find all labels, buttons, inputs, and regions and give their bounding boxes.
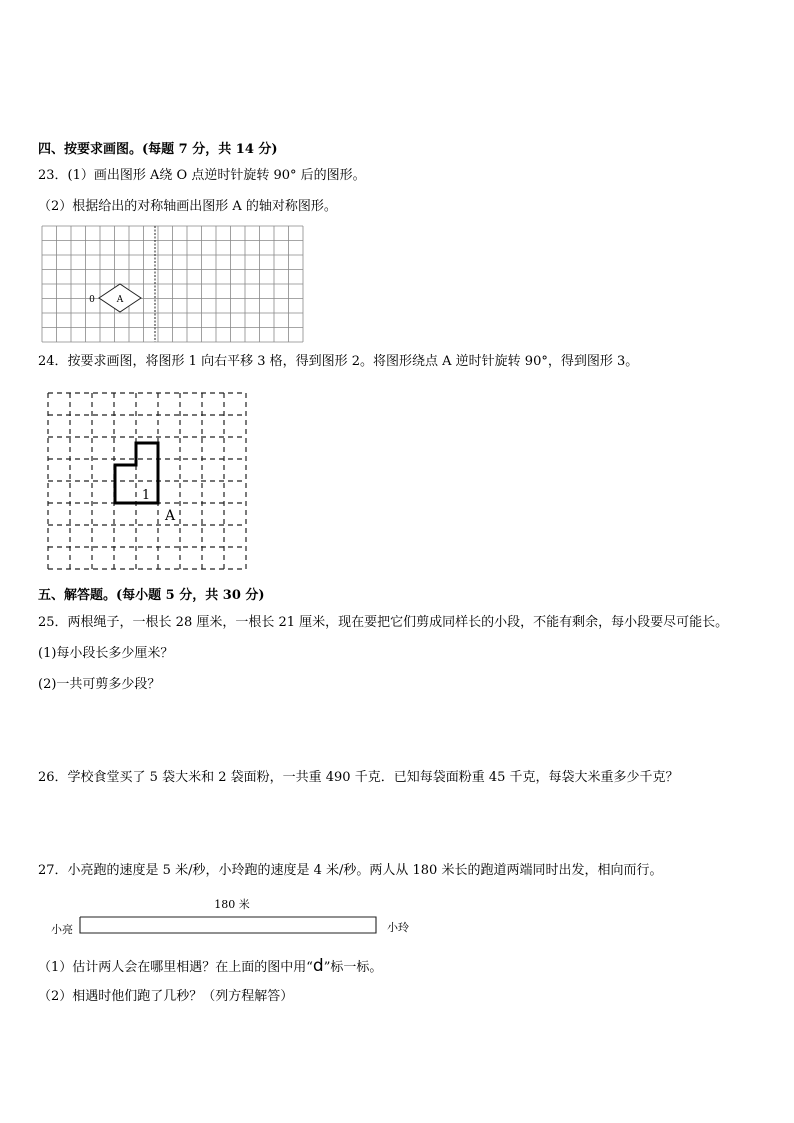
point-a-label: A <box>164 508 176 524</box>
meeting-mark-symbol: d <box>312 956 324 976</box>
q23-grid-figure <box>42 226 314 344</box>
q27-1-text-before: （1）估计两人会在哪里相遇？在上面的图中用“ <box>38 960 313 975</box>
track-brace <box>80 917 376 933</box>
question-27-part-2: （2）相遇时他们跑了几秒？（列方程解答） <box>38 989 294 1004</box>
q23-grid-lines <box>42 226 303 342</box>
question-23-part-1: 23．(1）画出图形 A绕 O 点逆时针旋转 90° 后的图形。 <box>38 168 366 183</box>
question-24: 24．按要求画图，将图形 1 向右平移 3 格，得到图形 2。将图形绕点 A 逆时针旋转 90°，得到图形 3。 <box>38 354 639 369</box>
track-length-label: 180 米 <box>214 898 250 911</box>
question-25-part-2: (2)一共可剪多少段？ <box>38 677 161 692</box>
xiaoling-label: 小玲 <box>387 921 409 934</box>
question-25-part-1: (1)每小段长多少厘米？ <box>38 646 174 661</box>
xiaoliang-label: 小亮 <box>51 923 73 936</box>
q27-1-text-after: ”标一标。 <box>323 960 383 975</box>
question-27: 27．小亮跑的速度是 5 米/秒，小玲跑的速度是 4 米/秒。两人从 180 米长的跑道两端同时出发，相向而行。 <box>38 863 663 878</box>
point-o-label: 0 <box>89 295 95 305</box>
q24-dashed-grid <box>48 393 246 569</box>
question-23-part-2: （2）根据给出的对称轴画出图形 A 的轴对称图形。 <box>38 199 337 214</box>
figure-1-label: 1 <box>141 488 151 503</box>
q24-grid-figure <box>46 391 251 571</box>
shape-a-label: A <box>116 295 124 305</box>
section-5-heading: 五、解答题。(每小题 5 分，共 30 分) <box>38 588 265 603</box>
section-4-heading: 四、按要求画图。(每题 7 分，共 14 分) <box>38 142 278 157</box>
question-25: 25．两根绳子，一根长 28 厘米，一根长 21 厘米，现在要把它们剪成同样长的小段，不能有剩余，每小段要尽可能长。 <box>38 615 729 630</box>
q27-track-diagram <box>46 895 416 943</box>
question-26: 26．学校食堂买了 5 袋大米和 2 袋面粉，一共重 490 千克．已知每袋面粉重 45 千克，每袋大米重多少千克？ <box>38 770 679 785</box>
question-27-part-1 <box>38 958 382 976</box>
